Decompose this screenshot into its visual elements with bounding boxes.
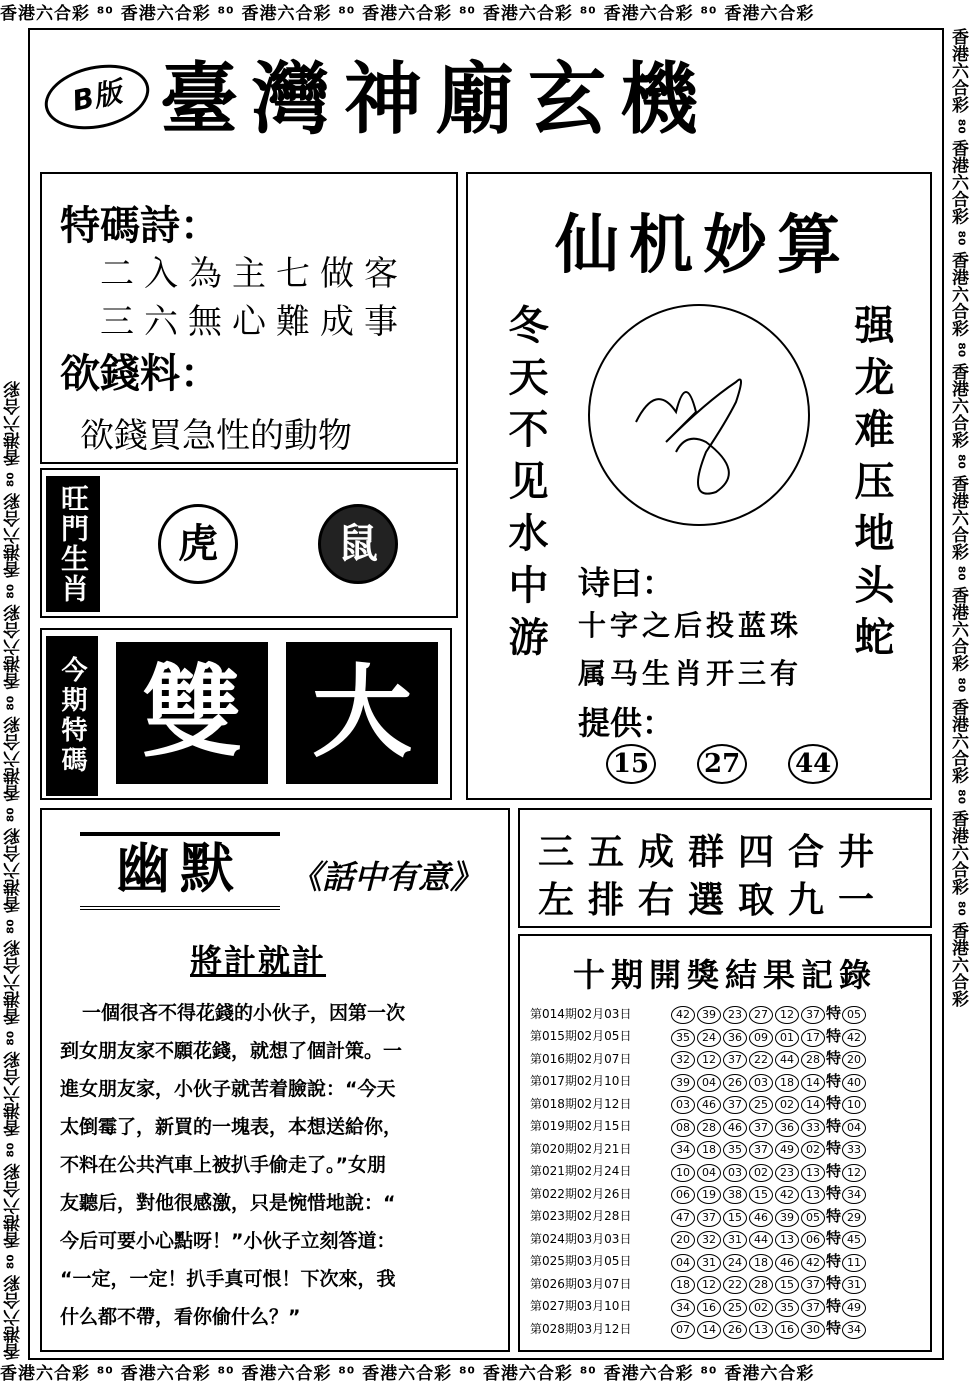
special-label: 特	[826, 1026, 842, 1045]
special-label: 特	[826, 1229, 842, 1248]
result-ball: 37	[801, 1006, 825, 1024]
results-period: 第026期03月07日	[530, 1276, 632, 1291]
result-ball: 38	[723, 1186, 747, 1204]
oracle-charm-icon	[586, 302, 812, 528]
results-period: 第022期02月26日	[530, 1186, 632, 1201]
result-ball: 30	[801, 1321, 825, 1339]
result-ball: 35	[723, 1141, 747, 1159]
results-numbers	[670, 1025, 867, 1048]
result-ball: 37	[749, 1141, 773, 1159]
result-ball: 04	[671, 1254, 695, 1272]
result-ball: 23	[775, 1164, 799, 1182]
result-ball: 06	[801, 1231, 825, 1249]
special-ball: 11	[842, 1254, 866, 1272]
result-ball: 42	[801, 1254, 825, 1272]
provide-label: 提供：	[578, 704, 675, 742]
edition-badge: B版	[39, 56, 156, 139]
oracle-box	[466, 172, 932, 800]
result-ball: 42	[671, 1006, 695, 1024]
oracle-title: 仙机妙算	[555, 209, 851, 283]
story-line-7: 今后可要小心點呀！”小伙子立刻答道：	[60, 1230, 396, 1252]
oracle-left-verse: 冬天不见水中游	[502, 304, 549, 668]
results-numbers	[670, 1137, 867, 1160]
result-ball: 18	[671, 1276, 695, 1294]
story-line-9: 什么都不帶，看你偷什么？”	[60, 1306, 301, 1328]
special-label: 特	[826, 1071, 842, 1090]
result-ball: 08	[671, 1119, 695, 1137]
result-ball: 18	[697, 1141, 721, 1159]
results-numbers	[670, 1295, 867, 1318]
results-period: 第018期02月12日	[530, 1096, 632, 1111]
result-ball: 04	[697, 1074, 721, 1092]
result-ball: 01	[775, 1029, 799, 1047]
results-period: 第024期03月03日	[530, 1231, 632, 1246]
special-ball: 05	[842, 1006, 866, 1024]
results-period: 第023期02月28日	[530, 1209, 632, 1224]
result-ball: 09	[749, 1029, 773, 1047]
result-ball: 23	[723, 1006, 747, 1024]
result-ball: 14	[801, 1074, 825, 1092]
poem-label-oracle: 诗曰：	[578, 564, 675, 602]
humor-title-frame	[80, 832, 280, 910]
zodiac-rat: 鼠	[318, 504, 398, 584]
result-ball: 46	[697, 1096, 721, 1114]
result-ball: 36	[775, 1119, 799, 1137]
humor-subtitle: 《話中有意》	[290, 858, 483, 896]
riddle-line-2: 左排右選取九一	[538, 879, 889, 921]
poem-box	[40, 172, 458, 464]
story-line-1: 一個很吝不得花錢的小伙子，因第一次	[82, 1002, 406, 1024]
result-ball: 16	[775, 1321, 799, 1339]
zodiac-box	[40, 468, 458, 618]
special-ball: 12	[842, 1164, 866, 1182]
results-row	[530, 1025, 867, 1048]
result-ball: 28	[697, 1119, 721, 1137]
special-ball: 34	[842, 1321, 866, 1339]
result-ball: 39	[671, 1074, 695, 1092]
oracle-number-2: 27	[697, 744, 747, 784]
result-ball: 35	[775, 1299, 799, 1317]
result-ball: 02	[749, 1164, 773, 1182]
result-ball: 42	[775, 1186, 799, 1204]
result-ball: 25	[749, 1096, 773, 1114]
story-line-8: “一定，一定！扒手真可恨！下次來，我	[60, 1268, 396, 1290]
results-numbers	[670, 1227, 867, 1250]
result-ball: 15	[723, 1209, 747, 1227]
special-label: 特	[826, 1049, 842, 1068]
results-row	[530, 1317, 867, 1340]
result-ball: 37	[749, 1119, 773, 1137]
top-border-text: 香港六合彩 ⁸⁰ 香港六合彩 ⁸⁰ 香港六合彩 ⁸⁰ 香港六合彩 ⁸⁰ 香港六合彩 ⁸⁰ 香港六合彩 ⁸⁰ 香港六合彩	[0, 4, 815, 24]
result-ball: 37	[723, 1096, 747, 1114]
result-ball: 03	[723, 1164, 747, 1182]
zodiac-tiger: 虎	[158, 504, 238, 584]
result-ball: 28	[749, 1276, 773, 1294]
results-row	[530, 1047, 867, 1070]
result-ball: 05	[801, 1209, 825, 1227]
result-ball: 07	[671, 1321, 695, 1339]
result-ball: 22	[723, 1276, 747, 1294]
result-ball: 04	[697, 1164, 721, 1182]
result-ball: 12	[697, 1276, 721, 1294]
results-period: 第019期02月15日	[530, 1119, 632, 1134]
story-line-5: 不料在公共汽車上被扒手偷走了。”女朋	[60, 1154, 386, 1176]
result-ball: 16	[697, 1299, 721, 1317]
special-label: 特	[826, 1094, 842, 1113]
special-label: 特	[826, 1319, 842, 1338]
result-ball: 37	[697, 1209, 721, 1227]
special-label: 特	[826, 1116, 842, 1135]
result-ball: 12	[697, 1051, 721, 1069]
special-label: 特	[826, 1274, 842, 1293]
result-ball: 26	[723, 1074, 747, 1092]
result-ball: 32	[697, 1231, 721, 1249]
result-ball: 18	[749, 1254, 773, 1272]
story-body	[60, 994, 500, 1336]
results-numbers	[670, 1115, 867, 1138]
results-period: 第014期02月03日	[530, 1006, 632, 1021]
result-ball: 24	[697, 1029, 721, 1047]
result-ball: 17	[801, 1029, 825, 1047]
oracle-number-1: 15	[606, 744, 656, 784]
oracle-poem-2: 属马生肖开三有	[578, 657, 803, 690]
result-ball: 46	[775, 1254, 799, 1272]
riddle-box	[518, 808, 932, 928]
money-label: 欲錢料：	[60, 350, 220, 397]
result-ball: 36	[723, 1029, 747, 1047]
humor-box	[40, 808, 510, 1352]
left-border-text: 香港六合彩 ⁸⁰ 香港六合彩 ⁸⁰ 香港六合彩 ⁸⁰ 香港六合彩 ⁸⁰ 香港六合彩 ⁸⁰ 香港六合彩 ⁸⁰ 香港六合彩 ⁸⁰ 香港六合彩 ⁸⁰ 香港六合彩	[4, 381, 24, 1360]
special-ball: 40	[842, 1074, 866, 1092]
result-ball: 14	[801, 1096, 825, 1114]
results-title: 十期開獎結果記錄	[572, 956, 877, 994]
bottom-border-text: 香港六合彩 ⁸⁰ 香港六合彩 ⁸⁰ 香港六合彩 ⁸⁰ 香港六合彩 ⁸⁰ 香港六合彩 ⁸⁰ 香港六合彩 ⁸⁰ 香港六合彩	[0, 1364, 815, 1384]
special-ball: 42	[842, 1029, 866, 1047]
result-ball: 15	[749, 1186, 773, 1204]
zodiac-label: 旺門生肖	[46, 476, 100, 612]
result-ball: 28	[801, 1051, 825, 1069]
results-table	[530, 1002, 867, 1340]
special-label: 特	[826, 1206, 842, 1225]
result-ball: 02	[775, 1096, 799, 1114]
result-ball: 31	[723, 1231, 747, 1249]
special-ball: 29	[842, 1209, 866, 1227]
result-ball: 18	[775, 1074, 799, 1092]
result-ball: 37	[801, 1276, 825, 1294]
special-label: 特	[826, 1161, 842, 1180]
results-row	[530, 1002, 867, 1025]
results-period: 第021期02月24日	[530, 1164, 632, 1179]
special-ball: 10	[842, 1096, 866, 1114]
result-ball: 13	[749, 1321, 773, 1339]
oracle-numbers	[606, 744, 856, 784]
story-line-2: 到女朋友家不願花錢，就想了個計策。一	[60, 1040, 403, 1062]
results-period: 第027期03月10日	[530, 1299, 632, 1314]
result-ball: 02	[749, 1299, 773, 1317]
result-ball: 03	[749, 1074, 773, 1092]
special-value-2: 大	[286, 642, 438, 784]
results-period: 第025期03月05日	[530, 1254, 632, 1269]
result-ball: 22	[749, 1051, 773, 1069]
result-ball: 02	[801, 1141, 825, 1159]
special-ball: 20	[842, 1051, 866, 1069]
special-ball: 34	[842, 1186, 866, 1204]
special-box	[40, 628, 452, 800]
story-line-4: 太倒霉了，新買的一塊表，本想送給你，	[60, 1116, 403, 1138]
oracle-right-verse: 强龙难压地头蛇	[848, 304, 895, 668]
result-ball: 25	[723, 1299, 747, 1317]
result-ball: 34	[671, 1141, 695, 1159]
results-row	[530, 1137, 867, 1160]
result-ball: 37	[723, 1051, 747, 1069]
results-row	[530, 1205, 867, 1228]
special-label: 今期特碼	[46, 636, 98, 796]
story-line-3: 進女朋友家，小伙子就苦着臉說：“今天	[60, 1078, 396, 1100]
results-period: 第015期02月05日	[530, 1029, 632, 1044]
results-period: 第017期02月10日	[530, 1074, 632, 1089]
poem-label: 特碼詩：	[60, 202, 220, 249]
result-ball: 12	[775, 1006, 799, 1024]
results-period: 第028期03月12日	[530, 1321, 632, 1336]
poem-line-2: 三六無心難成事	[100, 302, 408, 342]
result-ball: 44	[775, 1051, 799, 1069]
results-row	[530, 1115, 867, 1138]
results-numbers	[670, 1160, 867, 1183]
poem-line-1: 二入為主七做客	[100, 254, 408, 294]
results-numbers	[670, 1205, 867, 1228]
result-ball: 03	[671, 1096, 695, 1114]
result-ball: 15	[775, 1276, 799, 1294]
special-label: 特	[826, 1296, 842, 1315]
results-period: 第020期02月21日	[530, 1141, 632, 1156]
result-ball: 37	[801, 1299, 825, 1317]
results-row	[530, 1295, 867, 1318]
results-row	[530, 1250, 867, 1273]
results-numbers	[670, 1317, 867, 1340]
result-ball: 33	[801, 1119, 825, 1137]
special-value-1: 雙	[116, 642, 268, 784]
result-ball: 13	[775, 1231, 799, 1249]
result-ball: 49	[775, 1141, 799, 1159]
special-label: 特	[826, 1251, 842, 1270]
right-border-text: 香港六合彩 ⁸⁰ 香港六合彩 ⁸⁰ 香港六合彩 ⁸⁰ 香港六合彩 ⁸⁰ 香港六合彩 ⁸⁰ 香港六合彩 ⁸⁰ 香港六合彩 ⁸⁰ 香港六合彩 ⁸⁰ 香港六合彩	[948, 28, 968, 1007]
result-ball: 13	[801, 1164, 825, 1182]
result-ball: 34	[671, 1299, 695, 1317]
result-ball: 31	[697, 1254, 721, 1272]
results-numbers	[670, 1272, 867, 1295]
humor-title: 幽默	[116, 837, 244, 900]
story-line-6: 友聽后，對他很感激，只是惋惜地說：“	[60, 1192, 396, 1214]
money-line: 欲錢買急性的動物	[80, 416, 352, 456]
results-row	[530, 1092, 867, 1115]
result-ball: 26	[723, 1321, 747, 1339]
story-title: 將計就計	[190, 942, 327, 980]
results-row	[530, 1272, 867, 1295]
results-period: 第016期02月07日	[530, 1051, 632, 1066]
results-row	[530, 1182, 867, 1205]
result-ball: 46	[723, 1119, 747, 1137]
result-ball: 10	[671, 1164, 695, 1182]
results-numbers	[670, 1182, 867, 1205]
special-ball: 31	[842, 1276, 866, 1294]
result-ball: 27	[749, 1006, 773, 1024]
result-ball: 47	[671, 1209, 695, 1227]
result-ball: 06	[671, 1186, 695, 1204]
result-ball: 20	[671, 1231, 695, 1249]
special-ball: 04	[842, 1119, 866, 1137]
result-ball: 46	[749, 1209, 773, 1227]
result-ball: 14	[697, 1321, 721, 1339]
results-numbers	[670, 1250, 867, 1273]
results-numbers	[670, 1047, 867, 1070]
result-ball: 39	[775, 1209, 799, 1227]
oracle-number-3: 44	[788, 744, 838, 784]
result-ball: 35	[671, 1029, 695, 1047]
results-numbers	[670, 1070, 867, 1093]
result-ball: 44	[749, 1231, 773, 1249]
results-numbers	[670, 1002, 867, 1025]
results-row	[530, 1227, 867, 1250]
special-label: 特	[826, 1004, 842, 1023]
special-ball: 33	[842, 1141, 866, 1159]
riddle-line-1: 三五成群四合井	[538, 831, 889, 873]
special-ball: 49	[842, 1299, 866, 1317]
results-box	[518, 934, 932, 1352]
result-ball: 13	[801, 1186, 825, 1204]
result-ball: 32	[671, 1051, 695, 1069]
results-numbers	[670, 1092, 867, 1115]
special-label: 特	[826, 1139, 842, 1158]
special-label: 特	[826, 1184, 842, 1203]
results-row	[530, 1160, 867, 1183]
special-ball: 45	[842, 1231, 866, 1249]
result-ball: 39	[697, 1006, 721, 1024]
result-ball: 24	[723, 1254, 747, 1272]
result-ball: 19	[697, 1186, 721, 1204]
page-title: 臺灣神廟玄機	[160, 54, 713, 145]
oracle-poem-1: 十字之后投蓝珠	[578, 609, 803, 642]
results-row	[530, 1070, 867, 1093]
